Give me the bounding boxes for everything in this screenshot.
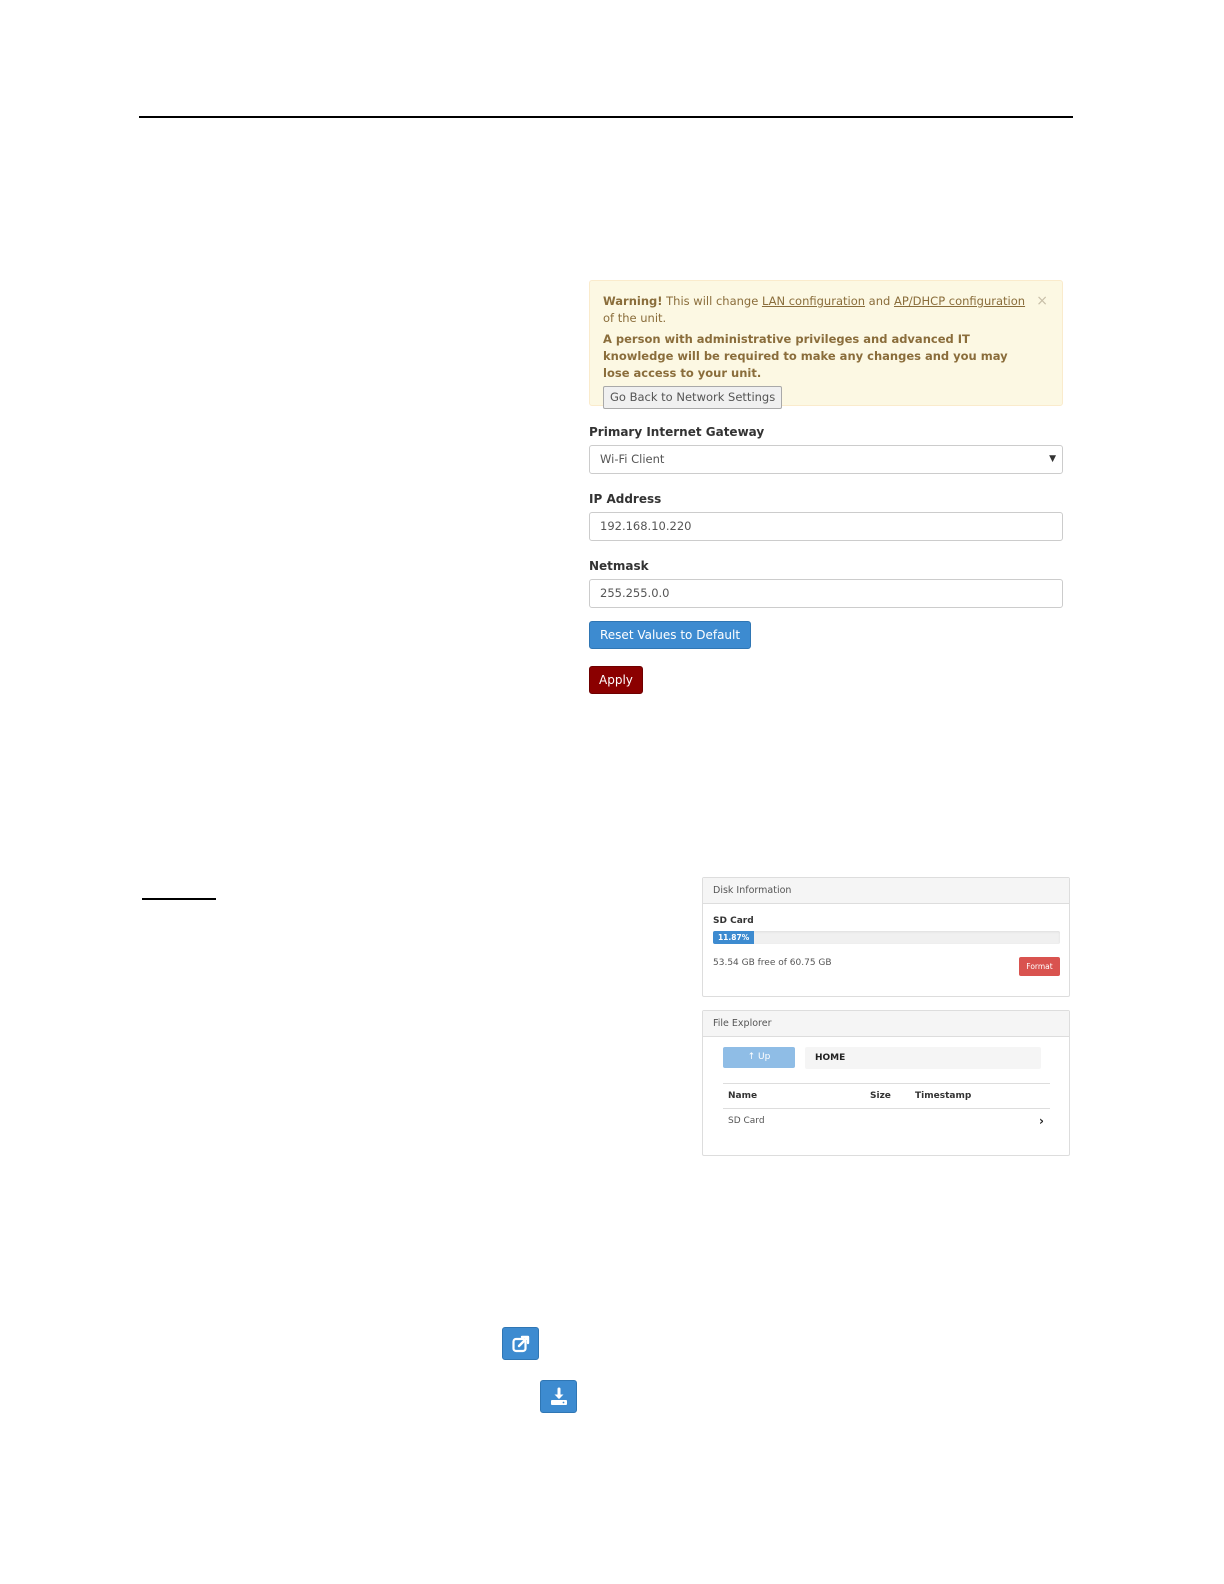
chevron-right-icon[interactable]: › xyxy=(1039,1114,1044,1128)
close-icon[interactable]: × xyxy=(1036,293,1048,309)
sd-card-title: SD Card xyxy=(713,916,754,926)
file-explorer-panel xyxy=(702,1010,1070,1156)
column-size[interactable]: Size xyxy=(870,1091,891,1101)
external-link-icon[interactable] xyxy=(502,1327,539,1360)
column-name[interactable]: Name xyxy=(728,1091,758,1101)
row-name: SD Card xyxy=(728,1116,765,1126)
caret-down-icon: ▼ xyxy=(1049,454,1056,464)
go-back-network-settings-button[interactable]: Go Back to Network Settings xyxy=(603,386,782,409)
disk-information-header: Disk Information xyxy=(703,878,1069,904)
file-table-header xyxy=(723,1083,1050,1109)
disk-information-panel xyxy=(702,877,1070,997)
gateway-select-value: Wi-Fi Client xyxy=(600,452,665,466)
up-button[interactable]: ↑ Up xyxy=(723,1047,795,1068)
current-path: HOME xyxy=(805,1047,1041,1069)
file-table xyxy=(723,1083,1050,1133)
warning-label: Warning! xyxy=(603,294,663,308)
warning-alert xyxy=(589,280,1063,406)
lan-config-link[interactable]: LAN configuration xyxy=(761,294,866,308)
warning-and: and xyxy=(865,294,894,308)
file-explorer-header: File Explorer xyxy=(703,1011,1069,1037)
disk-usage-fill: 11.87% xyxy=(713,931,754,944)
reset-defaults-button[interactable]: Reset Values to Default xyxy=(589,621,751,649)
warning-privileges-text: A person with administrative privileges and advanced IT knowledge will be required to make any changes and you may lose access to your unit. xyxy=(603,332,1008,380)
netmask-input[interactable]: 255.255.0.0 xyxy=(589,579,1063,608)
ap-dhcp-config-link[interactable]: AP/DHCP configuration xyxy=(893,294,1026,308)
column-timestamp[interactable]: Timestamp xyxy=(915,1091,972,1101)
gateway-label: Primary Internet Gateway xyxy=(589,425,765,439)
top-rule xyxy=(139,116,1073,118)
netmask-label: Netmask xyxy=(589,559,649,573)
format-button[interactable]: Format xyxy=(1019,957,1060,976)
warning-text-2: of the unit. xyxy=(603,311,667,325)
apply-button[interactable]: Apply xyxy=(589,666,643,694)
network-settings-panel xyxy=(589,280,1063,694)
ip-address-label: IP Address xyxy=(589,492,662,506)
ip-address-input[interactable]: 192.168.10.220 xyxy=(589,512,1063,541)
underline-mark xyxy=(142,898,216,900)
disk-usage-progress xyxy=(713,931,1060,944)
gateway-select[interactable] xyxy=(589,445,1063,474)
download-icon[interactable] xyxy=(540,1380,577,1413)
table-row[interactable] xyxy=(723,1109,1050,1133)
disk-free-text: 53.54 GB free of 60.75 GB xyxy=(713,958,832,968)
warning-text: This will change xyxy=(662,294,762,308)
